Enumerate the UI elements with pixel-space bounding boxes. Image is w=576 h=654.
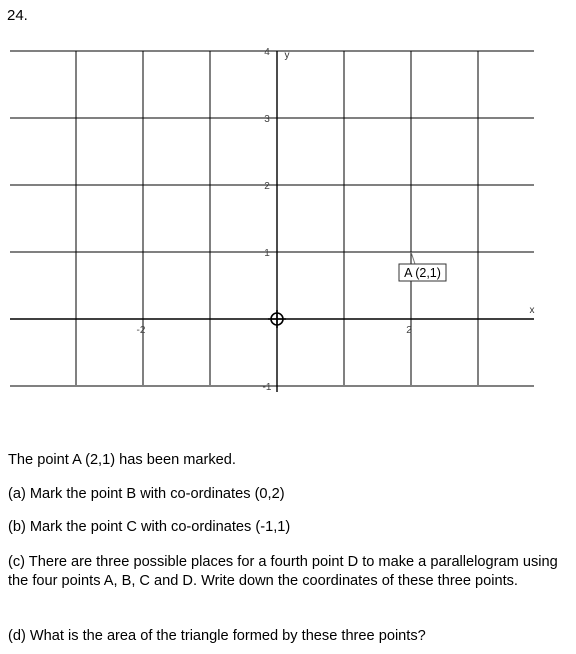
question-part-c: (c) There are three possible places for a fourth point D to make a parallelogram using the four points A, B, C and D. Write down the coordinates of these three points. — [8, 554, 558, 589]
question-intro: The point A (2,1) has been marked. — [8, 452, 236, 468]
point-leader-line — [411, 252, 415, 264]
y-tick-label: 3 — [264, 114, 270, 125]
x-tick-label: -2 — [136, 325, 146, 336]
y-tick-label: 4 — [264, 47, 270, 58]
y-tick-label: 1 — [264, 248, 270, 259]
question-part-b: (b) Mark the point C with co-ordinates (-1,1) — [8, 519, 291, 535]
question-part-a: (a) Mark the point B with co-ordinates (0,2) — [8, 486, 285, 502]
y-tick-label: 2 — [264, 181, 270, 192]
question-part-d: (d) What is the area of the triangle formed by these three points? — [8, 628, 426, 644]
question-number: 24. — [7, 7, 28, 24]
point-label: A (2,1) — [404, 266, 441, 280]
y-axis-label: y — [284, 50, 290, 61]
y-tick-label: -1 — [262, 382, 272, 393]
x-tick-label: 2 — [406, 325, 412, 336]
x-axis-label: x — [529, 305, 535, 316]
